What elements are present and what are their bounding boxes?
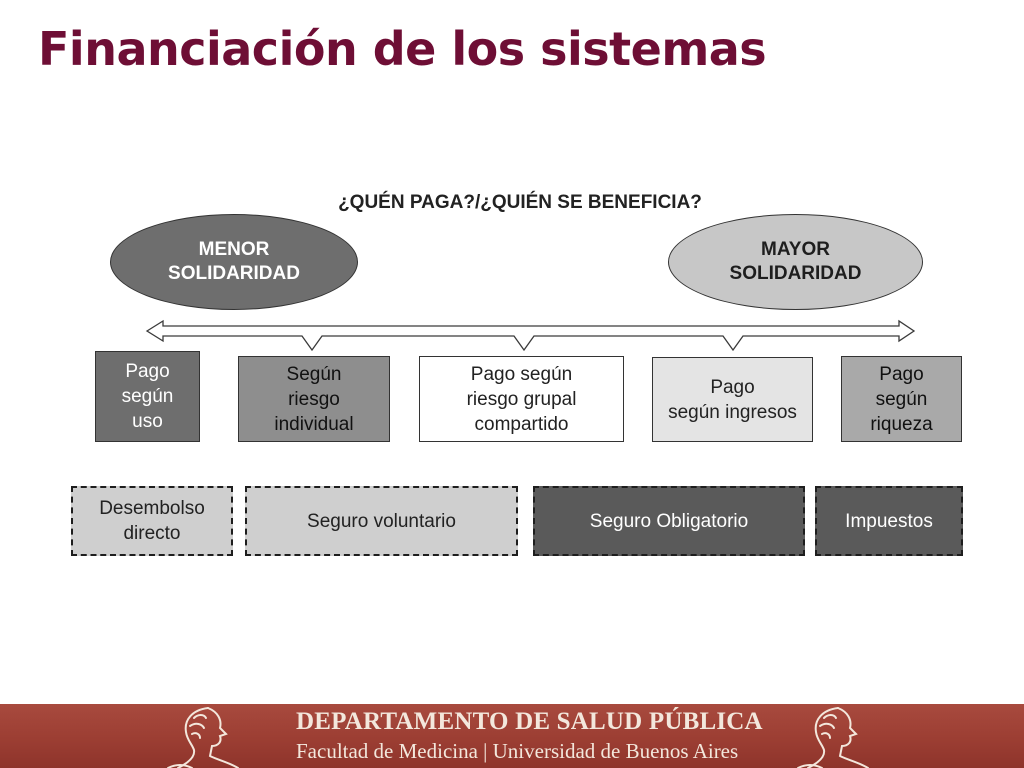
mechanism-seguro-obligatorio: Seguro Obligatorio — [533, 486, 805, 556]
mayor-solidaridad-ellipse: MAYOR SOLIDARIDAD — [668, 214, 923, 310]
payment-basis-riesgo-grupal: Pago según riesgo grupal compartido — [419, 356, 624, 442]
payment-basis-riqueza: Pago según riqueza — [841, 356, 962, 442]
double-arrow-shape — [147, 321, 914, 350]
profile-bust-icon — [148, 704, 258, 768]
profile-bust-icon — [778, 704, 888, 768]
payment-basis-uso: Pago según uso — [95, 351, 200, 442]
payment-basis-riesgo-individual: Según riesgo individual — [238, 356, 390, 442]
mechanism-desembolso-directo: Desembolso directo — [71, 486, 233, 556]
mechanism-seguro-voluntario: Seguro voluntario — [245, 486, 518, 556]
page-title: Financiación de los sistemas — [38, 22, 767, 76]
payment-basis-ingresos: Pago según ingresos — [652, 357, 813, 442]
mechanism-impuestos: Impuestos — [815, 486, 963, 556]
faculty-name: Facultad de Medicina | Universidad de Buenos Aires — [296, 739, 739, 763]
footer-banner — [0, 704, 1024, 768]
department-name: DEPARTAMENTO DE SALUD PÚBLICA — [296, 708, 763, 735]
menor-solidaridad-ellipse: MENOR SOLIDARIDAD — [110, 214, 358, 310]
diagram-question: ¿QUÉN PAGA?/¿QUIÉN SE BENEFICIA? — [338, 192, 702, 213]
